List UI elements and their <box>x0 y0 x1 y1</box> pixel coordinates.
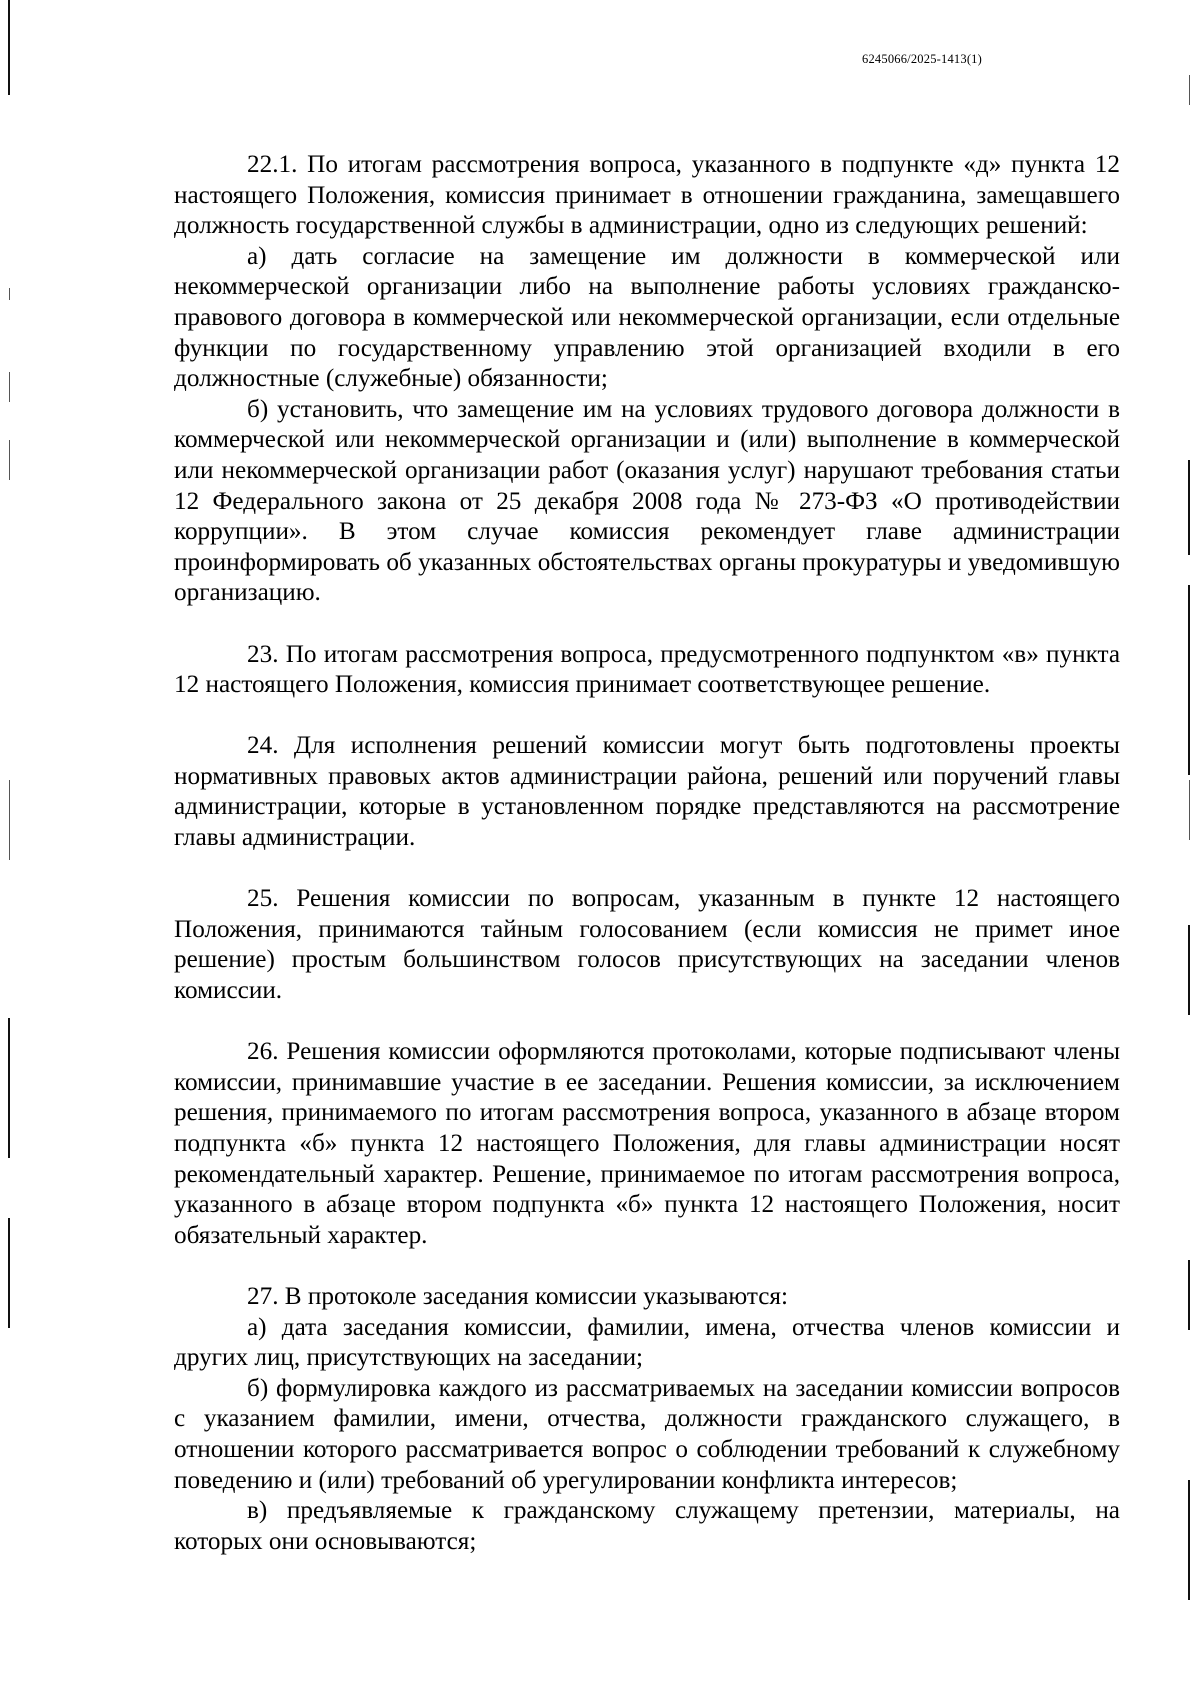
paragraph: 27. В протоколе заседания комиссии указываются: <box>247 1282 788 1310</box>
scan-edge-mark <box>9 372 10 402</box>
paragraph: б) формулировка каждого из рассматриваемых на заседании комиссии вопросов с указанием фамилии, имени, отчества, должности гражданского служащего, в отношении которого рассматривается вопрос о соблюдении требований к служебному поведению и (или) требований об урегулировании конфликта интересов; <box>174 1374 1120 1494</box>
document-number: 6245066/2025-1413(1) <box>862 52 982 66</box>
scan-edge-mark <box>1188 1480 1190 1600</box>
scan-edge-mark <box>1189 75 1190 105</box>
paragraph: а) дать согласие на замещение им должности в коммерческой или некоммерческой организации либо на выполнение работы условиях гражданско-правового договора в коммерческой или некоммерческой организации, если отдельные функции по государственному управлению этой организацией входили в его должностные (служебные) обязанности; <box>174 242 1120 393</box>
paragraph: в) предъявляемые к гражданскому служащему претензии, материалы, на которых они основываются; <box>174 1497 1120 1555</box>
scan-edge-mark <box>8 1218 10 1328</box>
scan-edge-mark <box>9 780 10 860</box>
paragraph: 23. По итогам рассмотрения вопроса, предусмотренного подпунктом «в» пункта 12 настоящего Положения, комиссия принимает соответствующее решение. <box>174 640 1120 699</box>
scan-edge-mark <box>9 440 10 480</box>
scan-edge-mark <box>9 288 10 300</box>
scan-edge-mark <box>1189 780 1190 840</box>
document-body <box>174 150 1120 1557</box>
scan-edge-mark <box>1188 1260 1190 1330</box>
paragraph: 24. Для исполнения решений комиссии могут быть подготовлены проекты нормативных правовых актов администрации района, решений или поручений главы администрации, которые в установленном порядке представляются на рассмотрение главы администрации. <box>174 732 1120 852</box>
paragraph: 22.1. По итогам рассмотрения вопроса, указанного в подпункте «д» пункта 12 настоящего Положения, комиссия принимает в отношении гражданина, замещавшего должность государственной службы в администрации, одно из следующих решений: <box>174 151 1120 240</box>
paragraph: а) дата заседания комиссии, фамилии, имена, отчества членов комиссии и других лиц, присутствующих на заседании; <box>174 1313 1120 1372</box>
scan-edge-mark <box>1188 585 1190 775</box>
paragraph: 25. Решения комиссии по вопросам, указанным в пункте 12 настоящего Положения, принимаются тайным голосованием (если комиссия не примет иное решение) простым большинством голосов присутствующих на заседании членов комиссии. <box>174 885 1120 1005</box>
paragraph: 26. Решения комиссии оформляются протоколами, которые подписывают члены комиссии, принимавшие участие в ее заседании. Решения комиссии, за исключением решения, принимаемого по итогам рассмотрения вопроса, указанного в абзаце втором подпункта «б» пункта 12 настоящего Положения, для главы администрации носят рекомендательный характер. Решение, принимаемое по итогам рассмотрения вопроса, указанного в абзаце втором подпункта «б» пункта 12 настоящего Положения, носит обязательный характер. <box>174 1038 1120 1249</box>
scan-edge-mark <box>8 1018 10 1158</box>
scan-edge-mark <box>8 0 10 95</box>
scan-edge-mark <box>1188 925 1190 1015</box>
scan-edge-mark <box>1188 460 1190 555</box>
paragraph: б) установить, что замещение им на условиях трудового договора должности в коммерческой или некоммерческой организации и (или) выполнение в коммерческой или некоммерческой организации работ (оказания услуг) нарушают требования статьи 12 Федерального закона от 25 декабря 2008 года № 273-ФЗ «О противодействии коррупции». В этом случае комиссия рекомендует главе администрации проинформировать об указанных обстоятельствах органы прокуратуры и уведомившую организацию. <box>174 395 1120 607</box>
